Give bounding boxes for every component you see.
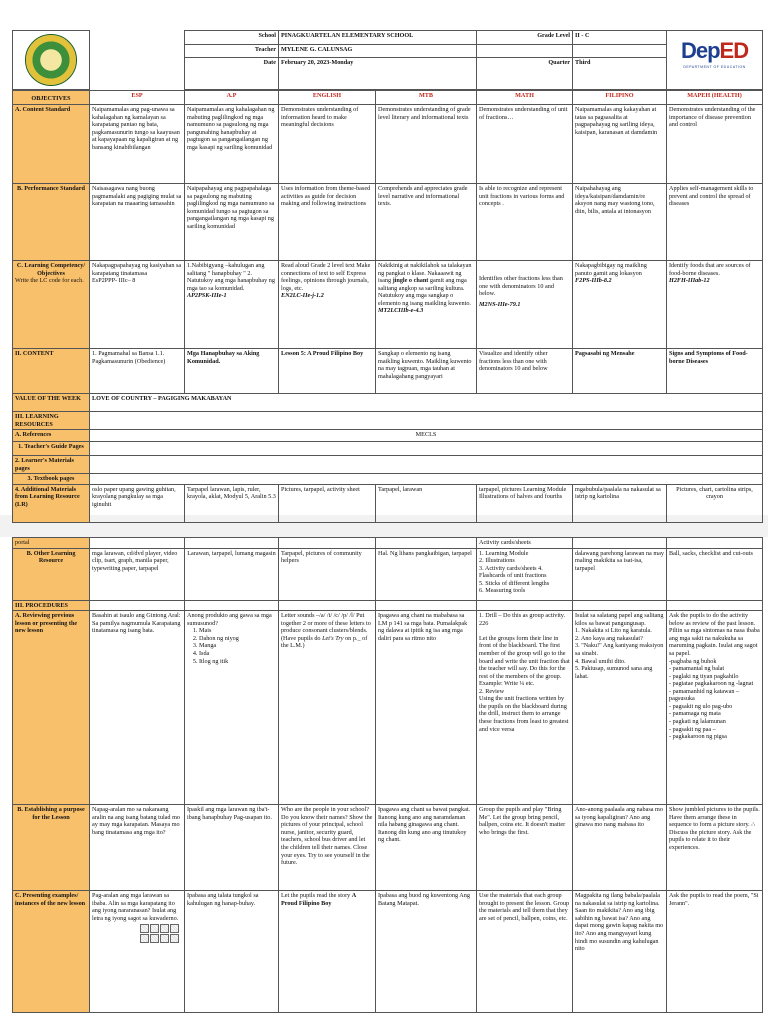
other-mtb: Hal. Ng lihans pangkaibigan, tarpapel — [376, 548, 477, 600]
teachers-guide-label: 1. Teacher's Guide Pages — [13, 442, 90, 456]
value-week-label: VALUE OF THE WEEK — [13, 394, 90, 412]
school-name: PINAGKUARTELAN ELEMENTARY SCHOOL — [279, 31, 477, 45]
competency-english: Read aloud Grade 2 level text Make connections of text to self Express feelings, opinions through journals, logs, etc. EN2LC-IIe-j-1.2 — [279, 261, 376, 349]
lesson-plan-page-1 — [12, 30, 762, 515]
subject-ap: A.P — [185, 91, 279, 105]
competency-health-code: H2FH-IIIab-12 — [669, 277, 710, 285]
procedures-table — [12, 537, 763, 1013]
content-label: II. CONTENT — [13, 349, 90, 394]
mecls-text: MECLS — [90, 430, 763, 442]
reviewing-label: A. Reviewing previous lesson or presenting the new lesson — [13, 611, 90, 805]
reviewing-ap: Anong produkto ang gawa sa mga sumusunod? 1. Mais 2. Dahon ng niyog 3. Manga 4. Isda 5. Itlog ng itik — [185, 611, 279, 805]
performance-standard-health: Applies self-management skills to prevent and control the spread of diseases — [667, 184, 763, 261]
ap-list-item: 3. Manga — [199, 642, 276, 650]
school-seal-icon — [25, 34, 77, 86]
establishing-health: Show jumbled pictures to the pupils. Have them arrange these in sequence to form a picture story. ∴ Discuss the picture story. Ask the pupils to relate it to their experiences. — [667, 805, 763, 891]
content-mtb: Sangkap o elemento ng isang maikling kuwento. Maikling kuwento na may tagpuan, mga tauhan at mahalagahang pangyayari — [376, 349, 477, 394]
competency-ap-code: AP2PSK-IIIe-1 — [187, 292, 227, 300]
quarter-label: Quarter — [477, 58, 573, 90]
objectives-table — [12, 90, 763, 523]
objectives-heading: OBJECTIVES — [13, 91, 90, 105]
competency-math: Identifies other fractions less than one with denominators 10 and below. M2NS-IIIe-79.1 — [477, 261, 573, 349]
performance-standard-label: B. Performance Standard — [13, 184, 90, 261]
grade-label: Grade Level — [477, 31, 573, 45]
subject-health: MAPEH (HEALTH) — [667, 91, 763, 105]
competency-filipino-code: F2PS-IIIb-8.2 — [575, 277, 612, 285]
content-standard-filipino: Naipamamalas ang kakayahan at tatas sa pagsasalita at pagpapahayag ng sariling ideya, kaisipan, karanasan at damdamin — [573, 105, 667, 184]
subject-english: ENGLISH — [279, 91, 376, 105]
additional-esp: oslo paper upang gawing guhitan, krayolang pangkulay sa mga iginuhit — [90, 484, 185, 522]
competency-ap: 1.Nabibigyang –kahulugan ang salitang " hanapbuhay " 2. Natutukoy ang mga hanapbuhay ng mga tao sa komunidad. AP2PSK-IIIe-1 — [185, 261, 279, 349]
presenting-health: Ask the pupils to read the poem, "Si Jerann". — [667, 891, 763, 1013]
lesson-plan-page-2 — [12, 537, 762, 1017]
establishing-mtb: Ipagawa ang chant sa bawat pangkat. Itanong kung ano ang naramdaman nila habang ginagawa ang chant. Itanong din kung ano ang tinutukoy ng chant. — [376, 805, 477, 891]
content-standard-esp: Naipamamalas ang pag-unawa sa kahalagahan ng kamalayan sa karapatang pantao ng bata, pagkamasunurin tungo sa kaayusan at kapayapaan ng kapaligiran at ng bansang kinabibilangan — [90, 105, 185, 184]
child-picture-icon — [150, 934, 159, 943]
reviewing-english: Letter sounds –/a/ /t/ /c/ /p/ /l/ Put together 2 or more of these letters to produce consonant clusters/blends. (Have pupils do Let's Try on p._ of the L.M.) — [279, 611, 376, 805]
content-standard-english: Demonstrates understanding of information heard to make meaningful decisions — [279, 105, 376, 184]
establishing-label: B. Establishing a purpose for the Lesson — [13, 805, 90, 891]
competency-mtb-code: MT2LCIIIb-e-4.3 — [378, 307, 424, 315]
deped-logo-icon: DepED — [680, 38, 749, 63]
quarter-value: Third — [573, 58, 667, 90]
portal-label: portal — [13, 538, 90, 549]
reviewing-math: 1. Drill – Do this as group activity. 226 Let the groups form their line in front of the blackboard. The first member of the group will go to the board and write the unit fraction that the teacher will say. Do this for the rest of the members of the group. Example: Write ¼ etc. 2. Review Using the unit fractions written by the pupils on the blackboard during the drill, instruct them to arrange these fractions from least to greatest and vice versa — [477, 611, 573, 805]
establishing-esp: Napag-aralan mo sa nakaraang aralin na ang isang batang tulad mo ay may mga karapatan. Masaya mo bang tinatamasa ang mga ito? — [90, 805, 185, 891]
performance-standard-filipino: Naipahahayag ang ideya/kaisipan/damdamin/re aksyon nang may wastong tono, diin, bilis, antala at intonasyon — [573, 184, 667, 261]
additional-ap: Tarpapel larawan, lapis, ruler, krayola, aklat, Modyul 5, Aralin 5.3 — [185, 484, 279, 522]
portal-math: Activity cards/sheets — [477, 538, 573, 549]
reviewing-esp: Basahin at isaulo ang Gintong Aral: Sa pamilya nagmumula Karapatang tinatamasa ng isang bata. — [90, 611, 185, 805]
subject-filipino: FILIPINO — [573, 91, 667, 105]
learners-materials-label: 2. Learner's Materials pages — [13, 456, 90, 474]
competency-esp-code: EsP2PPP- IIIc– 8 — [92, 277, 136, 285]
ap-list-item: 5. Itlog ng itik — [199, 658, 276, 666]
additional-math: tarpapel, pictures Learning Module Illustrations of halves and fourths — [477, 484, 573, 522]
presenting-esp: Pag-aralan ang mga larawan sa ibaba. Alin sa mga karapatang ito ang iyong nararanasan? Isulat ang letra ng iyong sagot sa kuwaderno. — [90, 891, 185, 1013]
content-ap: Mga Hanapbuhay sa Aking Komunidad. — [185, 349, 279, 394]
competency-esp: Nakapagpapahayag ng kasiyahan sa karapatang tinatamasa EsP2PPP- IIIc– 8 — [90, 261, 185, 349]
procedures-label: III. PROCEDURES — [13, 600, 90, 611]
performance-standard-ap: Naipapahayag ang pagpapahalaga sa pagsulong ng mabuting paglilingkod ng mga namumuno sa komunidad tungo sa pagtugon sa pangangailangan ng mga kasapi ng sariling komunidad — [185, 184, 279, 261]
deped-logo: DepED DEPARTMENT OF EDUCATION — [667, 31, 763, 90]
grade-value: II - C — [573, 31, 667, 45]
establishing-math: Group the pupils and play "Bring Me". Let the group bring pencil, ballpen, coins etc. It doesn't matter who brings the first. — [477, 805, 573, 891]
teacher-name: MYLENE G. CALUNSAG — [279, 44, 477, 58]
content-standard-ap: Naipamamalas ang kahalagahan ng mabuting paglilingkod ng mga namumuno sa pagsulong ng mga pangunahing hanapbuhay at pagtugon sa pangangailangan ng mga kasapi ng sariling komunidad — [185, 105, 279, 184]
other-filipino: dalawang parehong larawan na may maling makikita sa isat-isa, tarpapel — [573, 548, 667, 600]
child-picture-icon — [140, 934, 149, 943]
content-standard-label: A. Content Standard — [13, 105, 90, 184]
competency-english-code: EN2LC-IIe-j-1.2 — [281, 292, 324, 300]
competency-filipino: Nakapagbibigay ng maikling panuto gamit ang lokasyon F2PS-IIIb-8.2 — [573, 261, 667, 349]
child-picture-icon — [170, 934, 179, 943]
value-week-text: LOVE OF COUNTRY – PAGIGING MAKABAYAN — [90, 394, 763, 412]
establishing-ap: Ipaskil ang mga larawan ng iba't-ibang hanapbuhay Pag-usapan ito. — [185, 805, 279, 891]
additional-filipino: mgabubula/paalala na nakasulat sa istrip ng kartolina — [573, 484, 667, 522]
additional-mtb: Tarpapel, larawan — [376, 484, 477, 522]
presenting-ap: Ipabasa ang talata tungkol sa kahulugan ng hanap-buhay. — [185, 891, 279, 1013]
presenting-label: C. Presenting examples/ instances of the new lesson — [13, 891, 90, 1013]
references-label: A. References — [13, 430, 90, 442]
reviewing-health: Ask the pupils to do the activity below as review of the past lesson. Piliin sa mga sintomas na nasa ibaba ang mga sakit na nakukuha sa maruming pagkain. Isulat ang sagot sa papel. -pagbaba ng buhok - pamamantal ng balat - paglaki ng tiyan pagkahilo - pagtatae pagkakaroon ng -lagnat - pamamanhid ng katawan – pagsusuka - pagsakit ng ulo pag-ubo - pamamaga ng mata - pagkati ng lalamunan - pagsakit ng paa – - pagkakaroon ng pigsa — [667, 611, 763, 805]
child-picture-icon — [170, 924, 179, 933]
content-standard-math: Demonstrates understanding of unit of fractions… — [477, 105, 573, 184]
other-esp: mga larawan, cd/dvd player, video clip, tsart, graph, manila paper, typewriting paper, tarpapel — [90, 548, 185, 600]
performance-standard-math: Is able to recognize and represent unit fractions in various forms and concepts . — [477, 184, 573, 261]
content-esp: 1. Pagmamahal sa Bansa 1.1. Pagkamasunurin (Obedience) — [90, 349, 185, 394]
other-ap: Larawan, tarpapel, lumang magasin — [185, 548, 279, 600]
rights-pictures — [140, 924, 182, 943]
child-picture-icon — [140, 924, 149, 933]
subject-mtb: MTB — [376, 91, 477, 105]
date-label: Date — [185, 58, 279, 90]
presenting-filipino: Magpakita ng ilang babala/paalala na nakasulat sa istrip ng kartolina. Saan ito makikita? Ano ang ibig sabihin ng bawat isa? Ano ang dapat mong gawin kapag nakita mo ito? Ano ang mangyayari kung hindi mo susundin ang kahulugan nito — [573, 891, 667, 1013]
ap-list-item: 1. Mais — [199, 627, 276, 635]
competency-health: Identify foods that are sources of food-borne diseases. H2FH-IIIab-12 — [667, 261, 763, 349]
presenting-math: Use the materials that each group brought to present the lesson. Group the materials and tell them that they are set of pencil, ballpen, coins, etc. — [477, 891, 573, 1013]
additional-english: Pictures, tarpapel, activity sheet — [279, 484, 376, 522]
additional-materials-label: 4. Additional Materials from Learning Resource (LR) — [13, 484, 90, 522]
learning-resources-label: III. LEARNING RESOURCES — [13, 412, 90, 430]
school-label: School — [185, 31, 279, 45]
reviewing-mtb: Ipagawa ang chant na mababasa sa LM p 141 sa mga bata. Pumalakpak ng dalawa at ipitik ng isa ang mga daliri para sa ritmo nito — [376, 611, 477, 805]
content-english: Lesson 5: A Proud Filipino Boy — [279, 349, 376, 394]
establishing-filipino: Ano-anong paalaala ang nabasa mo sa iyong kapaligiran? Ano ang ginawa mo nang mabasa ito — [573, 805, 667, 891]
ap-list-item: 4. Isda — [199, 650, 276, 658]
teacher-label: Teacher — [185, 44, 279, 58]
ap-list-item: 2. Dahon ng niyog — [199, 635, 276, 643]
presenting-english: Let the pupils read the story A Proud Filipino Boy — [279, 891, 376, 1013]
competency-mtb: Nakikinig at nakikilahok sa talakayan ng pangkat o klase. Nakaaawit ng isang jingle o chant gamit ang mga salitang angkop sa sariling kultura. Natutukoy ang mga sangkap o elemento ng isang maikling kuwento. MT2LCIIIb-e-4.3 — [376, 261, 477, 349]
child-picture-icon — [160, 934, 169, 943]
content-standard-mtb: Demonstrates understanding of grade level literary and informational texts — [376, 105, 477, 184]
content-health: Signs and Symptoms of Food-borne Diseases — [667, 349, 763, 394]
performance-standard-english: Uses information from theme-based activities as guide for decision making and following instructions — [279, 184, 376, 261]
textbook-pages-label: 3. Textbook pages — [13, 474, 90, 485]
child-picture-icon — [160, 924, 169, 933]
school-seal — [13, 31, 90, 90]
additional-health: Pictures, chart, cartolina strips, crayon — [667, 484, 763, 522]
subject-esp: ESP — [90, 91, 185, 105]
competency-math-code: M2NS-IIIe-79.1 — [479, 300, 521, 308]
child-picture-icon — [150, 924, 159, 933]
establishing-english: Who are the people in your school? Do you know their names? Show the pictures of your principal, school nurse, janitor, security guard, teachers, school bus driver and let the children tell their names. Close your eyes. Try to see yourself in the future. — [279, 805, 376, 891]
other-health: Ball, sacks, checklist and cut-outs — [667, 548, 763, 600]
date-value: February 20, 2023-Monday — [279, 58, 477, 90]
header-table — [12, 30, 763, 90]
content-standard-health: Demonstrates understanding of the importance of disease prevention and control — [667, 105, 763, 184]
reviewing-filipino: Isulat sa salatang papel ang salitang kilos sa bawat pangungusap. 1. Nakakita si Lito ng karatula. 2. Ano kaya ang nakasulat? 3. "Naku!" Ang kaniyang reaksiyon sa sinabi. 4. Bawal umihi dito. 5. Pakiusap, sumunod sana ang lahat. — [573, 611, 667, 805]
other-resources-label: B. Other Learning Resource — [13, 548, 90, 600]
other-math: 1. Learning Module 2. Illustrations 3. Activity cards/sheets 4. Flashcards of unit fractions 5. Sticks of different lengths 6. Measuring tools — [477, 548, 573, 600]
subject-math: MATH — [477, 91, 573, 105]
performance-standard-esp: Naisasagawa nang buong pagmamalaki ang pagiging mulat sa karapatan na maaaring tamasahin — [90, 184, 185, 261]
presenting-mtb: Ipabasa ang buod ng kuwentong Ang Batang Matapat. — [376, 891, 477, 1013]
competency-note: Write the LC code for each. — [15, 277, 84, 285]
content-filipino: Pagsasabi ng Mensahe — [573, 349, 667, 394]
content-math: Visualize and identify other fractions less than one with denominators 10 and below — [477, 349, 573, 394]
competency-label: C. Learning Competency/ Objectives Write the LC code for each. — [13, 261, 90, 349]
other-english: Tarpapel, pictures of community helpers — [279, 548, 376, 600]
performance-standard-mtb: Comprehends and appreciates grade level narrative and informational texts. — [376, 184, 477, 261]
